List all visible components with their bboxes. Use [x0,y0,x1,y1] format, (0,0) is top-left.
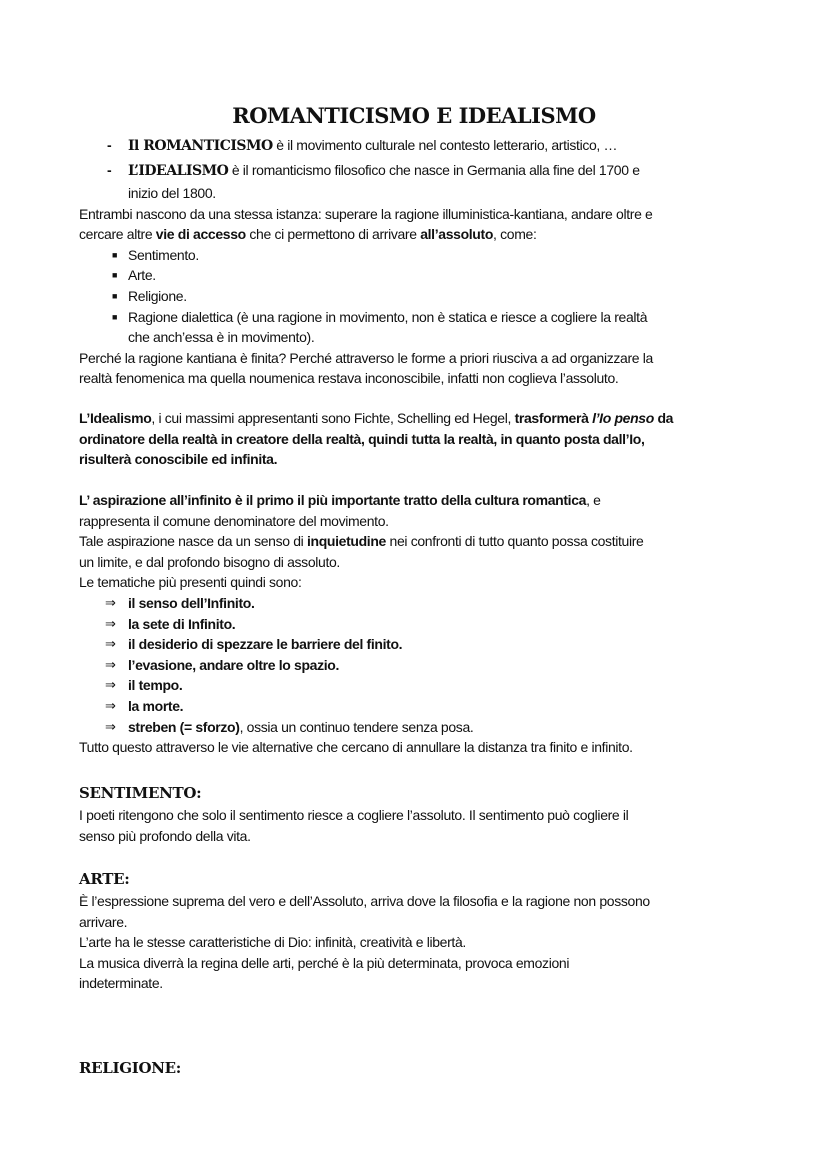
arte-body [79,891,779,994]
bold-text: l’Io penso [592,410,654,426]
dash-list-item [79,133,779,158]
text-segment: che anch’essa è in movimento). [128,329,315,346]
bold-text: vie di accesso [155,226,246,243]
text-segment: Le tematiche più presenti quindi sono: [79,574,302,591]
text-segment: Religione. [128,287,187,304]
bold-text: L’Idealismo [79,410,152,426]
bold-text: streben (= sforzo) [128,718,240,735]
arrow-list-item [79,696,779,717]
text-segment: La musica diverrà la regina delle arti, perché è la più determinata, provoca emozioni [79,954,570,971]
bold-text: l’evasione, andare oltre lo spazio. [128,656,340,673]
text-segment: , come: [493,226,537,243]
text-segment: Entrambi nascono da una stessa istanza: superare la ragione illuministica-kantiana, andare oltre e [79,205,653,222]
arrow-list-item [79,634,779,655]
text-segment: I poeti ritengono che solo il sentimento riesce a cogliere l’assoluto. Il sentimento può cogliere il [79,807,629,823]
text-line [79,953,779,974]
religione-section [79,1057,779,1080]
text-line [79,449,779,470]
bold-text: il senso dell’Infinito. [128,594,255,611]
text-line [79,531,779,552]
square-bullet-icon: ■ [112,270,118,281]
text-line [79,224,779,245]
arrow-list-item [79,593,779,614]
term-heading: L’IDEALISMO [128,163,229,179]
text-segment: che ci permettono di arrivare [245,226,421,243]
text-segment: è il romanticismo filosofico che nasce in Germania alla fine del 1700 e [228,162,640,178]
term-heading: Il ROMANTICISMO [128,138,273,154]
text-segment: , e [586,492,601,508]
text-line [79,805,779,826]
text-line [79,572,779,593]
arte-heading: ARTE: [79,870,130,888]
text-segment: realtà fenomenica ma quella noumenica restava inconoscibile, infatti non coglieva l’assoluto. [79,370,619,387]
sentimento-section [79,782,779,846]
text-segment: , ossia un continuo tendere senza posa. [239,718,474,735]
aspirazione-section [79,490,779,758]
text-segment: È l’espressione suprema del vero e dell’Assoluto, arriva dove la filosofia e la ragione non possono [79,893,650,909]
text-segment: Tutto questo attraverso le vie alternative che cercano di annullare la distanza tra finito e infinito. [79,739,633,756]
dash-list-item [79,158,779,183]
bold-text: L’ aspirazione all’infinito è il primo il più importante tratto della cultura romantica [79,492,587,508]
text-segment: indeterminate. [79,975,163,992]
text-line [79,973,779,994]
text-segment: Tale aspirazione nasce da un senso di [79,533,307,550]
arrow-bullet-icon: ⇒ [105,718,116,734]
square-list-item [79,307,779,328]
arrow-bullet-icon: ⇒ [105,594,116,610]
square-list-item [79,286,779,307]
bold-text: ordinatore della realtà in creatore della realtà, quindi tutta la realtà, in quanto posta dall’Io, [79,430,645,447]
text-segment: arrivare. [79,913,128,930]
bold-text: risulterà conoscibile ed infinita. [79,451,278,468]
dash-bullet-icon: - [107,162,112,178]
text-segment: Ragione dialettica (è una ragione in movimento, non è statica e riesce a cogliere la realtà [128,308,648,325]
text-segment: Sentimento. [128,246,199,263]
square-bullet-icon: ■ [112,311,118,322]
arrow-bullet-icon: ⇒ [105,656,116,672]
cont-list-item [79,183,779,204]
text-line [79,368,779,389]
bold-text: da [653,410,674,426]
dash-bullet-icon: - [107,137,112,153]
arrow-bullet-icon: ⇒ [105,697,116,713]
idealismo-paragraph [79,408,779,470]
square-list-item [79,265,779,286]
text-line [79,826,779,847]
bold-text: il tempo. [128,677,183,694]
text-line [79,932,779,953]
text-segment: senso più profondo della vita. [79,827,251,844]
text-segment: inizio del 1800. [128,185,216,201]
text-segment: è il movimento culturale nel contesto letterario, artistico, … [272,137,618,153]
text-line [79,204,779,225]
arrow-list-item [79,717,779,738]
text-segment: un limite, e dal profondo bisogno di assoluto. [79,553,340,570]
text-line [79,490,779,511]
arrow-bullet-icon: ⇒ [105,636,116,652]
arrow-bullet-icon: ⇒ [105,677,116,693]
bold-text: il desiderio di spezzare le barriere del finito. [128,636,403,653]
square-bullet-icon: ■ [112,290,118,301]
arte-section [79,868,779,994]
text-segment: , i cui massimi appresentanti sono Fichte, Schelling ed Hegel, [151,410,515,426]
arrow-list-item [79,614,779,635]
document-title: ROMANTICISMO E IDEALISMO [232,103,596,128]
text-line [79,429,779,450]
text-line [79,891,779,912]
cont-list-item [79,327,779,348]
religione-heading: RELIGIONE: [79,1059,182,1077]
text-line [79,511,779,532]
text-segment: nei confronti di tutto quanto possa costituire [385,533,644,550]
arrow-list-item [79,655,779,676]
text-line [79,737,779,758]
sentimento-body [79,805,779,846]
bold-text: all’assoluto [420,226,494,243]
bold-text: trasformerà [514,410,593,426]
text-segment: Perché la ragione kantiana è finita? Perché attraverso le forme a priori riusciva a ad organizzare la [79,349,653,366]
text-line [79,408,779,429]
text-segment: rappresenta il comune denominatore del movimento. [79,512,389,529]
square-list-item [79,245,779,266]
arrow-bullet-icon: ⇒ [105,615,116,631]
square-bullet-icon: ■ [112,249,118,260]
bold-text: la morte. [128,697,184,714]
text-segment: Arte. [128,267,156,284]
arrow-list-item [79,675,779,696]
text-line [79,552,779,573]
text-line [79,348,779,369]
bold-text: la sete di Infinito. [128,615,236,632]
text-segment: cercare altre [79,226,156,243]
intro-section [79,133,779,389]
text-segment: L’arte ha le stesse caratteristiche di Dio: infinità, creatività e libertà. [79,934,466,951]
sentimento-heading: SENTIMENTO: [79,784,202,802]
bold-text: inquietudine [306,533,386,550]
text-line [79,912,779,933]
